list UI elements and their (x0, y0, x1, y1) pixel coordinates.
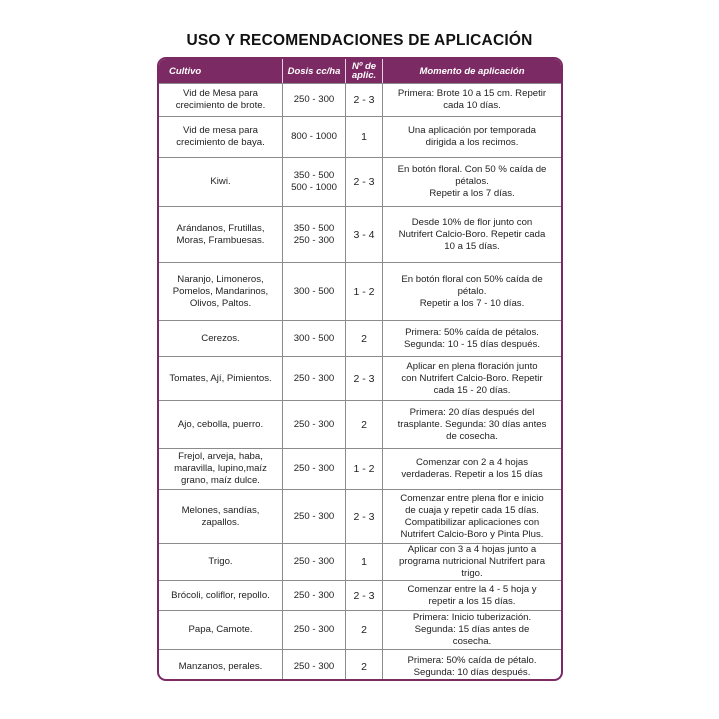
n-aplic-cell-text: 2 - 3 (353, 94, 375, 106)
cultivo-cell (159, 263, 283, 320)
n-aplic-cell (346, 544, 383, 580)
dosis-cell-text: 250 - 300 (293, 510, 335, 522)
cultivo-cell-text: Papa, Camote. (188, 624, 253, 635)
table-row (159, 649, 561, 681)
table-row (159, 448, 561, 489)
cultivo-cell-text: Kiwi. (210, 176, 231, 187)
n-aplic-cell (346, 158, 383, 206)
n-aplic-cell-text: 2 (361, 418, 367, 431)
n-aplic-cell-text: 1 - 2 (353, 285, 375, 298)
momento-cell-text: Repetir a los 7 días. (429, 188, 515, 199)
momento-cell (383, 611, 561, 649)
n-aplic-cell-text: 1 (361, 131, 367, 143)
momento-cell-text: cada 10 días. (443, 100, 501, 111)
momento-cell-text: 10 a 15 días. (444, 240, 500, 252)
dosis-cell-text: 250 - 300 (293, 556, 335, 567)
momento-cell (383, 158, 561, 206)
n-aplic-cell-text: 2 (361, 660, 367, 673)
momento-cell (383, 490, 561, 543)
dosis-cell-text: 250 - 300 (293, 624, 335, 635)
cultivo-cell-text: Olivos, Paltos. (189, 297, 252, 309)
momento-cell-text: pétalos. (455, 176, 489, 187)
dosis-cell-text: 250 - 300 (293, 660, 335, 672)
cultivo-cell-text: Ajo, cebolla, puerro. (177, 418, 264, 430)
cultivo-cell-text: zapallos. (201, 516, 240, 528)
momento-cell-text: Comenzar entre plena flor e inicio (400, 492, 544, 504)
dosis-cell (283, 263, 346, 320)
momento-cell-text: En botón floral con 50% caída de (401, 273, 543, 285)
header-dosis: Dosis cc/ha (283, 59, 346, 83)
table-header (159, 59, 561, 83)
cultivo-cell-text: Cerezos. (201, 332, 240, 344)
table-body (159, 83, 561, 681)
table-row (159, 580, 561, 610)
table-row (159, 400, 561, 448)
momento-cell (383, 401, 561, 448)
n-aplic-cell (346, 357, 383, 400)
table-row (159, 543, 561, 580)
n-aplic-cell-text: 2 - 3 (353, 176, 375, 188)
table-row (159, 489, 561, 543)
cultivo-cell-text: Manzanos, perales. (178, 660, 263, 672)
n-aplic-cell-text: 1 - 2 (353, 463, 375, 475)
cultivo-cell-text: Pomelos, Mandarinos, (172, 285, 269, 297)
momento-cell-text: Primera: 50% caída de pétalo. (407, 654, 537, 666)
momento-cell-text: Segunda: 10 días después. (413, 666, 531, 678)
dosis-cell (283, 611, 346, 649)
momento-cell (383, 357, 561, 400)
dosis-cell (283, 117, 346, 157)
momento-cell-text: repetir a los 15 días. (428, 595, 516, 607)
page-title: USO Y RECOMENDACIONES DE APLICACIÓN (186, 32, 533, 49)
cultivo-cell (159, 117, 283, 157)
n-aplic-cell-text: 1 (361, 556, 367, 568)
header-n-aplic-line1: Nº de (351, 61, 377, 72)
momento-cell-text: Segunda: 15 días antes de (414, 624, 530, 635)
momento-cell (383, 650, 561, 681)
n-aplic-cell (346, 84, 383, 116)
dosis-cell-text: 250 - 300 (293, 418, 335, 430)
n-aplic-cell-text: 2 (361, 624, 367, 636)
dosis-cell (283, 357, 346, 400)
cultivo-cell-text: Vid de mesa para (182, 125, 259, 136)
dosis-cell (283, 401, 346, 448)
momento-cell-text: Nutrifert Calcio-Boro y Pinta Plus. (400, 528, 544, 540)
momento-cell (383, 321, 561, 356)
momento-cell (383, 117, 561, 157)
n-aplic-cell (346, 117, 383, 157)
dosis-cell-text: 250 - 300 (293, 234, 335, 246)
cultivo-cell-text: Tomates, Ají, Pimientos. (169, 372, 272, 384)
cultivo-cell-text: grano, maíz dulce. (181, 475, 260, 486)
dosis-cell (283, 490, 346, 543)
n-aplic-cell-text: 2 - 3 (353, 510, 375, 523)
application-table (157, 57, 563, 681)
momento-cell-text: Primera: 50% caída de pétalos. (405, 326, 539, 338)
table-row (159, 262, 561, 320)
dosis-cell (283, 84, 346, 116)
cultivo-cell-text: crecimiento de brote. (175, 100, 266, 111)
cultivo-cell-text: Arándanos, Frutillas, (176, 222, 265, 234)
table-row (159, 610, 561, 649)
table-row (159, 83, 561, 116)
dosis-cell (283, 449, 346, 489)
cultivo-cell (159, 321, 283, 356)
cultivo-cell-text: Moras, Frambuesas. (176, 234, 265, 246)
dosis-cell-text: 300 - 500 (293, 285, 335, 297)
cultivo-cell-text: Trigo. (208, 556, 233, 567)
momento-cell-text: con Nutrifert Calcio-Boro. Repetir (401, 372, 543, 384)
momento-cell-text: cada 15 - 20 días. (433, 384, 511, 396)
table-row (159, 157, 561, 206)
dosis-cell-text: 250 - 300 (293, 372, 335, 384)
momento-cell-text: Repetir a los 7 - 10 días. (419, 297, 525, 309)
dosis-cell-text: 250 - 300 (293, 589, 335, 601)
n-aplic-cell (346, 611, 383, 649)
n-aplic-cell-text: 3 - 4 (353, 228, 375, 241)
header-cultivo: Cultivo (159, 59, 283, 83)
dosis-cell-text: 350 - 500 (293, 170, 335, 181)
n-aplic-cell (346, 401, 383, 448)
momento-cell-text: programa nutricional Nutrifert para (398, 556, 546, 567)
momento-cell (383, 84, 561, 116)
momento-cell (383, 449, 561, 489)
cultivo-cell (159, 401, 283, 448)
cultivo-cell (159, 581, 283, 610)
momento-cell-text: Una aplicación por temporada (408, 125, 536, 136)
momento-cell-text: Primera: Brote 10 a 15 cm. Repetir (397, 88, 547, 99)
momento-cell-text: dirigida a los recimos. (425, 137, 519, 148)
momento-cell-text: Desde 10% de flor junto con (411, 216, 533, 228)
n-aplic-cell (346, 207, 383, 262)
cultivo-cell-text: Brócoli, coliflor, repollo. (171, 589, 270, 601)
momento-cell (383, 263, 561, 320)
cultivo-cell (159, 449, 283, 489)
momento-cell-text: Comenzar con 2 a 4 hojas (416, 457, 528, 468)
cultivo-cell (159, 650, 283, 681)
dosis-cell (283, 650, 346, 681)
momento-cell-text: de cuaja y repetir cada 15 días. (405, 504, 539, 516)
n-aplic-cell-text: 2 - 3 (353, 372, 375, 385)
cultivo-cell (159, 207, 283, 262)
momento-cell-text: trigo. (461, 568, 483, 579)
n-aplic-cell (346, 321, 383, 356)
momento-cell-text: de cosecha. (446, 430, 498, 442)
momento-cell-text: Compatibilizar aplicaciones con (404, 516, 540, 528)
n-aplic-cell (346, 490, 383, 543)
cultivo-cell-text: Naranjo, Limoneros, (177, 273, 264, 285)
cultivo-cell (159, 357, 283, 400)
dosis-cell (283, 544, 346, 580)
dosis-cell (283, 321, 346, 356)
momento-cell (383, 581, 561, 610)
n-aplic-cell (346, 263, 383, 320)
dosis-cell-text: 300 - 500 (293, 332, 335, 344)
momento-cell (383, 544, 561, 580)
table-row (159, 320, 561, 356)
momento-cell-text: verdaderas. Repetir a los 15 días (401, 469, 543, 480)
cultivo-cell (159, 611, 283, 649)
momento-cell-text: cosecha. (452, 636, 492, 647)
momento-cell-text: Primera: Inicio tuberización. (412, 612, 532, 623)
table-row (159, 116, 561, 157)
header-n-aplic-line2: aplic. (351, 70, 377, 81)
momento-cell-text: Comenzar entre la 4 - 5 hoja y (407, 583, 537, 595)
cultivo-cell (159, 544, 283, 580)
momento-cell-text: Aplicar en plena floración junto (406, 360, 538, 372)
dosis-cell (283, 581, 346, 610)
n-aplic-cell-text: 2 (361, 332, 367, 345)
momento-cell-text: En botón floral. Con 50 % caída de (397, 164, 547, 175)
dosis-cell-text: 800 - 1000 (291, 131, 337, 142)
cultivo-cell-text: maravilla, lupino,maíz (174, 463, 267, 474)
dosis-cell-text: 250 - 300 (293, 463, 335, 474)
dosis-cell (283, 158, 346, 206)
dosis-cell (283, 207, 346, 262)
table-row (159, 356, 561, 400)
n-aplic-cell (346, 581, 383, 610)
cultivo-cell-text: Vid de Mesa para (182, 88, 259, 99)
dosis-cell-text: 500 - 1000 (291, 182, 337, 193)
momento-cell-text: Segunda: 10 - 15 días después. (403, 338, 540, 350)
table-row (159, 206, 561, 262)
momento-cell-text: trasplante. Segunda: 30 días antes (397, 418, 547, 430)
cultivo-cell (159, 490, 283, 543)
n-aplic-cell (346, 650, 383, 681)
cultivo-cell-text: crecimiento de baya. (176, 137, 265, 148)
momento-cell-text: pétalo. (457, 285, 487, 297)
header-n-aplic (346, 59, 383, 83)
dosis-cell-text: 250 - 300 (293, 94, 335, 105)
header-momento: Momento de aplicación (419, 65, 525, 77)
n-aplic-cell (346, 449, 383, 489)
momento-cell-text: Aplicar con 3 a 4 hojas junto a (407, 544, 537, 555)
cultivo-cell (159, 84, 283, 116)
dosis-cell-text: 350 - 500 (293, 222, 335, 234)
momento-cell (383, 207, 561, 262)
momento-cell-text: Primera: 20 días después del (409, 406, 535, 418)
cultivo-cell (159, 158, 283, 206)
cultivo-cell-text: Melones, sandías, (181, 504, 260, 516)
momento-cell-text: Nutrifert Calcio-Boro. Repetir cada (398, 228, 546, 240)
n-aplic-cell-text: 2 - 3 (353, 589, 375, 602)
cultivo-cell-text: Frejol, arveja, haba, (178, 451, 263, 462)
